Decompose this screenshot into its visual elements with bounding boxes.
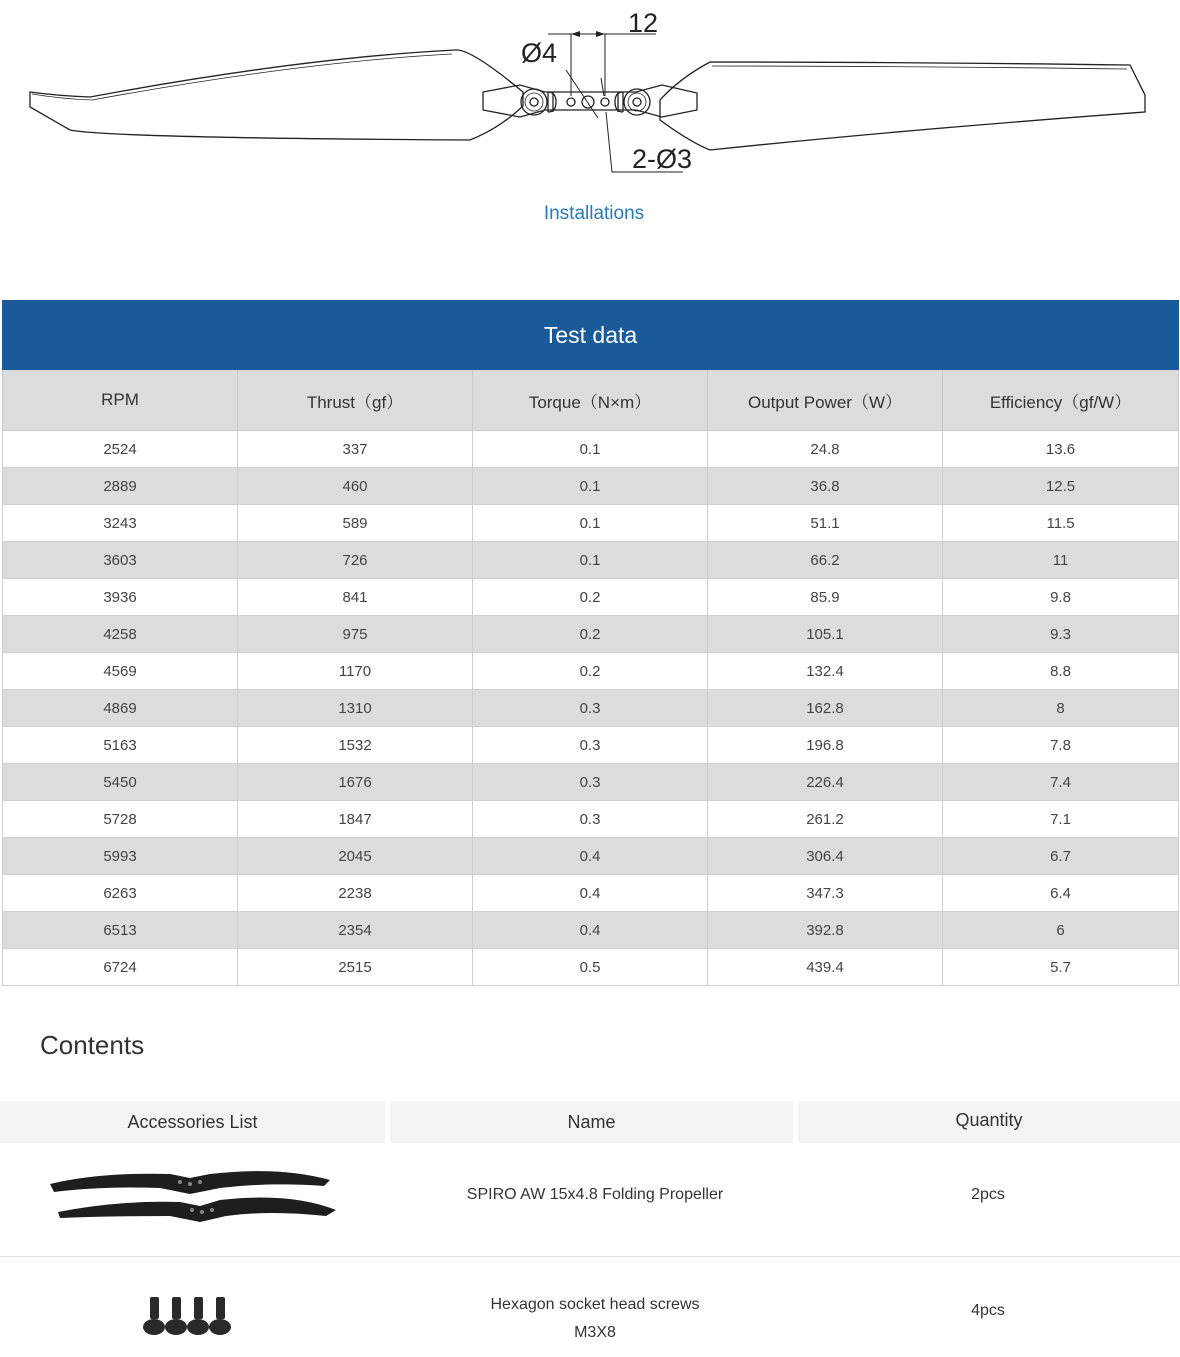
dimension-hole-4: Ø4 bbox=[521, 38, 558, 68]
table-row bbox=[3, 764, 1179, 801]
table-row bbox=[3, 579, 1179, 616]
column-header: Torque（N×m） bbox=[473, 370, 708, 431]
table-cell: 841 bbox=[238, 579, 473, 616]
column-header: Output Power（W） bbox=[708, 370, 943, 431]
table-cell: 8 bbox=[943, 690, 1179, 727]
folding-propeller-image bbox=[30, 1168, 350, 1232]
table-cell: 6 bbox=[943, 912, 1179, 949]
table-cell: 105.1 bbox=[708, 616, 943, 653]
propeller-drawing bbox=[0, 0, 1180, 200]
table-cell: 132.4 bbox=[708, 653, 943, 690]
table-cell: 196.8 bbox=[708, 727, 943, 764]
table-row bbox=[3, 949, 1179, 986]
table-cell: 6513 bbox=[3, 912, 238, 949]
test-data-table bbox=[2, 300, 1179, 986]
list-item bbox=[0, 1150, 1180, 1256]
installations-caption: Installations bbox=[543, 203, 645, 224]
table-cell: 12.5 bbox=[943, 468, 1179, 505]
table-cell: 4258 bbox=[3, 616, 238, 653]
table-cell: 2045 bbox=[238, 838, 473, 875]
table-row bbox=[3, 912, 1179, 949]
table-row bbox=[3, 542, 1179, 579]
item-quantity: 2pcs bbox=[971, 1186, 1005, 1203]
table-cell: 7.8 bbox=[943, 727, 1179, 764]
table-row bbox=[3, 468, 1179, 505]
table-cell: 1676 bbox=[238, 764, 473, 801]
table-cell: 5.7 bbox=[943, 949, 1179, 986]
table-cell: 975 bbox=[238, 616, 473, 653]
table-cell: 5163 bbox=[3, 727, 238, 764]
table-cell: 6.7 bbox=[943, 838, 1179, 875]
table-cell: 5450 bbox=[3, 764, 238, 801]
table-row bbox=[3, 875, 1179, 912]
item-name: SPIRO AW 15x4.8 Folding Propeller bbox=[466, 1186, 724, 1203]
column-header: RPM bbox=[3, 370, 238, 431]
table-cell: 0.2 bbox=[473, 616, 708, 653]
table-cell: 0.3 bbox=[473, 690, 708, 727]
table-cell: 347.3 bbox=[708, 875, 943, 912]
table-cell: 0.3 bbox=[473, 727, 708, 764]
dimension-2-holes-3: 2-Ø3 bbox=[632, 144, 693, 174]
table-cell: 3243 bbox=[3, 505, 238, 542]
table-cell: 0.2 bbox=[473, 579, 708, 616]
table-cell: 0.4 bbox=[473, 838, 708, 875]
table-cell: 5993 bbox=[3, 838, 238, 875]
table-cell: 392.8 bbox=[708, 912, 943, 949]
table-cell: 1532 bbox=[238, 727, 473, 764]
dimension-12: 12 bbox=[628, 8, 659, 38]
table-row bbox=[3, 505, 1179, 542]
column-header: Thrust（gf） bbox=[238, 370, 473, 431]
header-quantity: Quantity bbox=[798, 1101, 1180, 1143]
table-cell: 1847 bbox=[238, 801, 473, 838]
table-cell: 36.8 bbox=[708, 468, 943, 505]
table-cell: 0.1 bbox=[473, 431, 708, 468]
table-cell: 13.6 bbox=[943, 431, 1179, 468]
table-cell: 11.5 bbox=[943, 505, 1179, 542]
table-row bbox=[3, 653, 1179, 690]
hex-screws-image bbox=[140, 1293, 240, 1341]
table-cell: 11 bbox=[943, 542, 1179, 579]
table-cell: 261.2 bbox=[708, 801, 943, 838]
table-header-row bbox=[3, 370, 1179, 431]
table-cell: 2238 bbox=[238, 875, 473, 912]
table-cell: 0.1 bbox=[473, 505, 708, 542]
table-row bbox=[3, 616, 1179, 653]
table-cell: 0.1 bbox=[473, 542, 708, 579]
table-cell: 5728 bbox=[3, 801, 238, 838]
table-cell: 66.2 bbox=[708, 542, 943, 579]
table-cell: 2889 bbox=[3, 468, 238, 505]
table-cell: 2354 bbox=[238, 912, 473, 949]
table-cell: 0.5 bbox=[473, 949, 708, 986]
table-cell: 460 bbox=[238, 468, 473, 505]
table-cell: 439.4 bbox=[708, 949, 943, 986]
table-cell: 9.3 bbox=[943, 616, 1179, 653]
contents-title: Contents bbox=[40, 1030, 145, 1060]
table-cell: 85.9 bbox=[708, 579, 943, 616]
table-cell: 1310 bbox=[238, 690, 473, 727]
accessories-header bbox=[0, 1101, 1180, 1143]
table-cell: 9.8 bbox=[943, 579, 1179, 616]
table-cell: 0.3 bbox=[473, 801, 708, 838]
table-cell: 6263 bbox=[3, 875, 238, 912]
table-row bbox=[3, 690, 1179, 727]
table-cell: 306.4 bbox=[708, 838, 943, 875]
table-cell: 0.4 bbox=[473, 875, 708, 912]
header-accessories-list: Accessories List bbox=[0, 1101, 385, 1143]
table-cell: 4569 bbox=[3, 653, 238, 690]
table-cell: 0.1 bbox=[473, 468, 708, 505]
header-name: Name bbox=[390, 1101, 793, 1143]
table-cell: 7.1 bbox=[943, 801, 1179, 838]
table-cell: 51.1 bbox=[708, 505, 943, 542]
table-cell: 726 bbox=[238, 542, 473, 579]
item-name-line1: Hexagon socket head screws bbox=[490, 1296, 700, 1313]
table-cell: 7.4 bbox=[943, 764, 1179, 801]
item-name-line2: M3X8 bbox=[574, 1324, 616, 1341]
table-title: Test data bbox=[3, 301, 1179, 370]
table-cell: 2515 bbox=[238, 949, 473, 986]
table-row bbox=[3, 727, 1179, 764]
table-cell: 8.8 bbox=[943, 653, 1179, 690]
table-row bbox=[3, 838, 1179, 875]
table-cell: 1170 bbox=[238, 653, 473, 690]
table-cell: 3603 bbox=[3, 542, 238, 579]
item-quantity: 4pcs bbox=[971, 1302, 1005, 1319]
table-cell: 162.8 bbox=[708, 690, 943, 727]
table-body bbox=[3, 431, 1179, 986]
table-row bbox=[3, 431, 1179, 468]
table-row bbox=[3, 801, 1179, 838]
table-cell: 2524 bbox=[3, 431, 238, 468]
item-name bbox=[395, 1291, 795, 1347]
table-cell: 6724 bbox=[3, 949, 238, 986]
table-cell: 337 bbox=[238, 431, 473, 468]
column-header: Efficiency（gf/W） bbox=[943, 370, 1179, 431]
table-cell: 6.4 bbox=[943, 875, 1179, 912]
table-cell: 0.4 bbox=[473, 912, 708, 949]
table-cell: 3936 bbox=[3, 579, 238, 616]
table-cell: 589 bbox=[238, 505, 473, 542]
table-cell: 4869 bbox=[3, 690, 238, 727]
table-cell: 24.8 bbox=[708, 431, 943, 468]
table-cell: 226.4 bbox=[708, 764, 943, 801]
table-cell: 0.2 bbox=[473, 653, 708, 690]
list-item bbox=[0, 1257, 1180, 1357]
table-cell: 0.3 bbox=[473, 764, 708, 801]
